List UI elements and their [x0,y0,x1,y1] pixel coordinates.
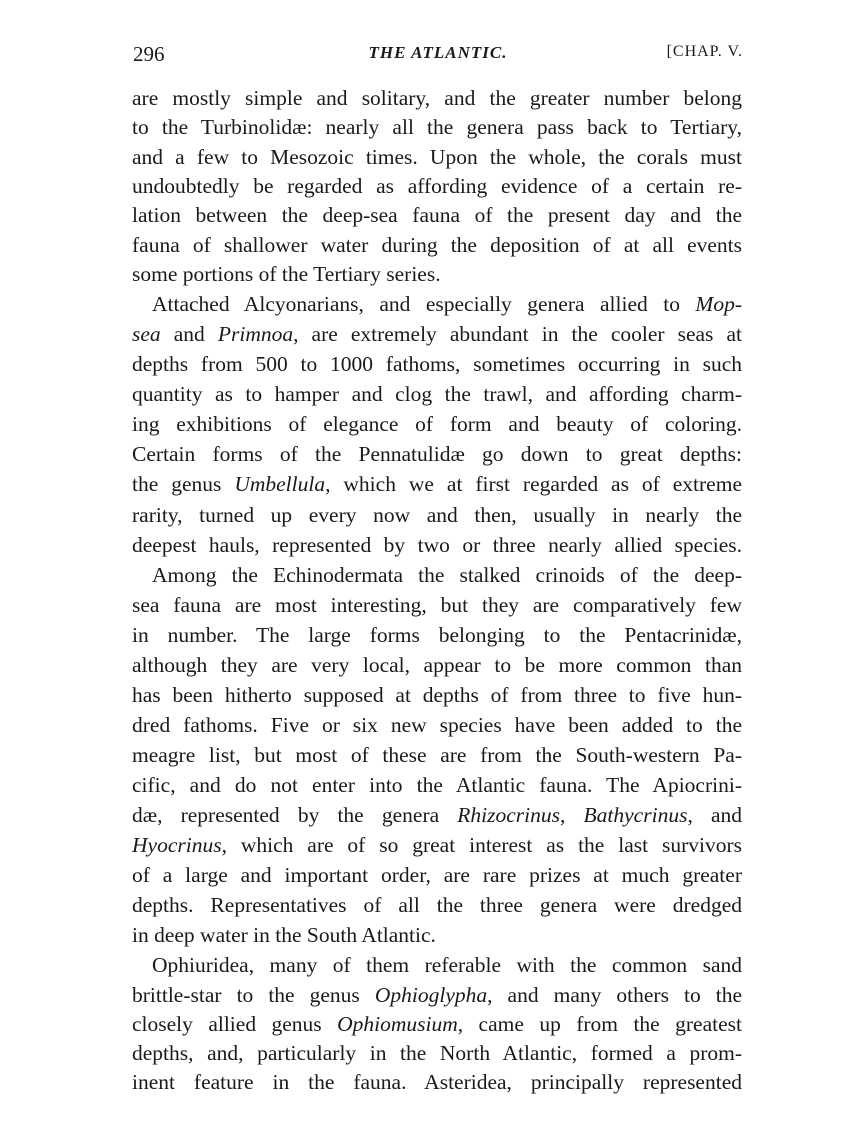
text-line: dæ, represented by the genera Rhizocrinus, Bathycrinus, and [132,803,742,827]
text-line: Hyocrinus, which are of so great interest as the last survivors [132,833,742,857]
page-number: 296 [133,42,165,66]
text-line: some portions of the Tertiary series. [132,262,441,286]
text-line: the genus Umbellula, which we at first regarded as of extreme [132,472,742,496]
text-line: quantity as to hamper and clog the trawl, and affording charm- [132,382,742,406]
text-line: in deep water in the South Atlantic. [132,923,436,947]
text-line: and a few to Mesozoic times. Upon the whole, the corals must [132,145,742,169]
text-line: depths, and, particularly in the North Atlantic, formed a prom- [132,1041,742,1065]
text-line: fauna of shallower water during the deposition of at all events [132,233,742,257]
text-line: rarity, turned up every now and then, usually in nearly the [132,503,742,527]
text-line: although they are very local, appear to be more common than [132,653,742,677]
page-header [133,42,743,72]
text-line: Ophiuridea, many of them referable with the common sand [152,953,742,977]
text-line: cific, and do not enter into the Atlantic fauna. The Apiocrini- [132,773,742,797]
text-line: has been hitherto supposed at depths of from three to five hun- [132,683,742,707]
text-line: dred fathoms. Five or six new species have been added to the [132,713,742,737]
text-line: brittle-star to the genus Ophioglypha, and many others to the [132,983,743,1007]
text-line: closely allied genus Ophiomusium, came up from the greatest [132,1012,742,1036]
text-line: depths. Representatives of all the three genera were dredged [132,893,742,917]
text-line: ing exhibitions of elegance of form and beauty of coloring. [132,412,742,436]
text-line: meagre list, but most of these are from the South-western Pa- [132,743,742,767]
text-line: in number. The large forms belonging to the Pentacrinidæ, [132,623,742,647]
text-line: Among the Echinodermata the stalked crinoids of the deep- [152,563,742,587]
text-line: sea fauna are most interesting, but they are comparatively few [132,593,742,617]
text-line: of a large and important order, are rare prizes at much greater [132,863,742,887]
text-line: sea and Primnoa, are extremely abundant in the cooler seas at [132,322,742,346]
text-line: undoubtedly be regarded as affording evidence of a certain re- [132,174,742,198]
text-line: lation between the deep-sea fauna of the present day and the [132,203,742,227]
text-line: depths from 500 to 1000 fathoms, sometimes occurring in such [132,352,742,376]
chapter-reference: [CHAP. V. [666,43,743,60]
text-line: deepest hauls, represented by two or three nearly allied species. [132,533,742,557]
running-head: THE ATLANTIC. [368,43,508,62]
text-line: are mostly simple and solitary, and the greater number belong [132,86,742,110]
text-line: to the Turbinolidæ: nearly all the genera pass back to Tertiary, [132,115,742,139]
text-line: Certain forms of the Pennatulidæ go down to great depths: [132,442,742,466]
text-line: Attached Alcyonarians, and especially genera allied to Mop- [152,292,742,316]
text-line: inent feature in the fauna. Asteridea, principally represented [132,1070,742,1094]
